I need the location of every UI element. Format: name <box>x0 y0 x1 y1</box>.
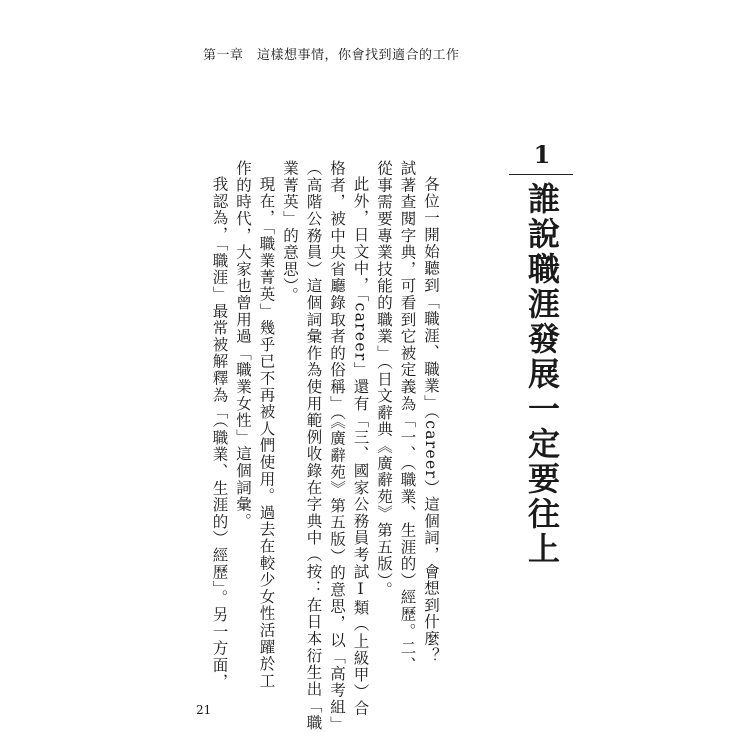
text-column: （高階公務員）這個詞彙作為使用範例收錄在字典中（按：在日本衍生出「職 <box>304 160 323 732</box>
text-column: 各位一開始聽到「職涯、職業」（career）這個詞，會想到什麼？ <box>422 176 440 664</box>
text-column: 從事需要專業技能的職業」（日文辭典《廣辭苑》第五版）。 <box>375 160 393 599</box>
text-column: 業菁英」的意思）。 <box>281 160 299 304</box>
chapter-divider <box>509 174 573 175</box>
text-column: 作的時代，大家也曾用過「職業女性」這個詞彙。 <box>234 160 252 530</box>
text-column: 格者，被中央省廳錄取者的俗稱」（《廣辭苑》第五版）的意思，以「高考組」 <box>328 160 346 733</box>
running-header: 第一章 這樣想事情，你會找到適合的工作 <box>203 48 460 63</box>
text-column: 此外，日文中，「career」還有「三、國家公務員考試Ⅰ類（上級甲）合 <box>351 176 370 717</box>
text-column: 試著查閱字典，可看到它被定義為「一、（職業、生涯的）經歷。二、 <box>398 160 417 674</box>
chapter-title: 誰說職涯發展一定要往上 <box>523 182 561 567</box>
text-column: 我認為，「職涯」最常被解釋為「（職業、生涯的）經歷」。另一方面， <box>210 176 229 691</box>
text-column: 現在，「職業菁英」幾乎已不再被人們使用。過去在較少女性活躍於工 <box>257 176 276 690</box>
page-number: 21 <box>196 703 212 717</box>
chapter-number: 1 <box>533 140 551 169</box>
